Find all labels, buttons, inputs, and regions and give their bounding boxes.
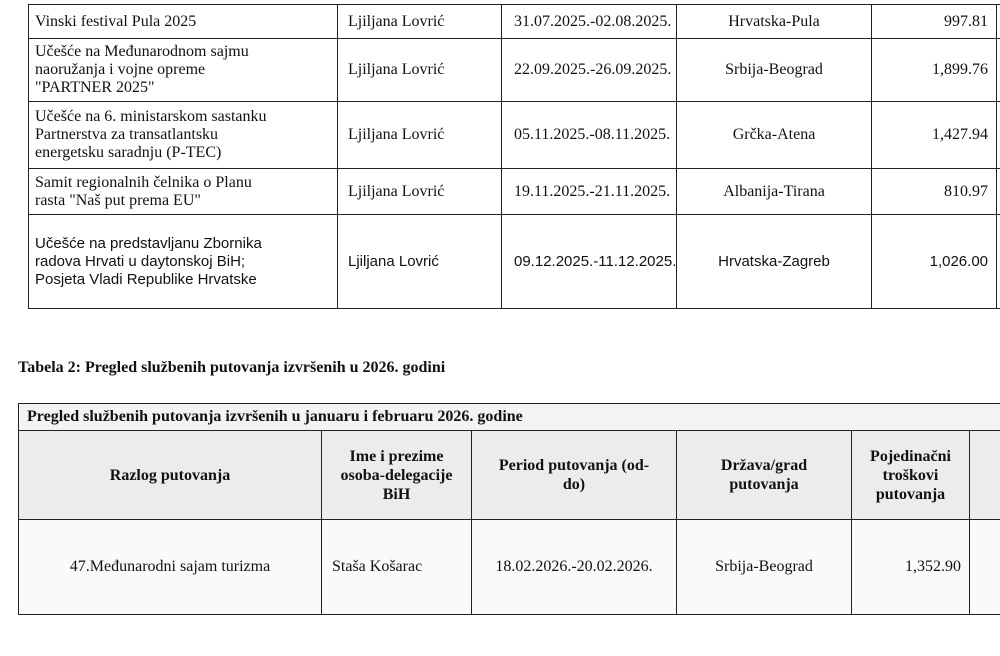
period-cell: 31.07.2025.-02.08.2025. — [502, 5, 677, 39]
header-line: BiH — [382, 485, 411, 503]
extra-cell — [970, 520, 1000, 615]
reason-cell — [29, 5, 338, 39]
destination-cell: Albanija-Tirana — [677, 169, 872, 215]
reason-line: Učešće na 6. ministarskom sastanku — [35, 108, 267, 125]
person-cell: Ljiljana Lovrić — [338, 39, 502, 102]
reason-line: Partnerstva za transatlantsku — [35, 126, 219, 143]
reason-line: "PARTNER 2025" — [35, 79, 155, 96]
table-row — [29, 215, 1000, 309]
table-row — [29, 5, 1000, 39]
extra-cell — [997, 39, 1000, 102]
period-cell: 19.11.2025.-21.11.2025. — [502, 169, 677, 215]
cost-cell: 1,026.00 — [872, 215, 997, 309]
reason-line: Učešće na Međunarodnom sajmu — [35, 43, 249, 60]
extra-cell — [997, 102, 1000, 169]
person-cell: Staša Košarac — [322, 520, 472, 615]
table-row — [19, 520, 1000, 615]
table-caption: Tabela 2: Pregled službenih putovanja izvršenih u 2026. godini — [18, 359, 446, 376]
reason-cell — [29, 39, 338, 102]
cost-cell: 1,899.76 — [872, 39, 997, 102]
header-line: putovanja — [875, 485, 946, 503]
travel-table-2026 — [18, 403, 1000, 615]
period-cell: 09.12.2025.-11.12.2025. — [502, 215, 677, 309]
header-cost — [852, 431, 970, 520]
reason-line: Samit regionalnih čelnika o Planu — [35, 173, 252, 191]
table-subtitle: Pregled službenih putovanja izvršenih u januaru i februaru 2026. godine — [19, 404, 1000, 431]
reason-line: rasta "Naš put prema EU" — [35, 191, 201, 209]
header-line: Ime i prezime — [349, 447, 444, 465]
person-cell: Ljiljana Lovrić — [338, 215, 502, 309]
header-person — [322, 431, 472, 520]
person-cell: Ljiljana Lovrić — [338, 102, 502, 169]
cost-cell: 1,427.94 — [872, 102, 997, 169]
reason-text: Vinski festival Pula 2025 — [35, 12, 197, 30]
header-line: Pojedinačni — [870, 447, 951, 465]
header-line: Država/grad — [720, 457, 808, 474]
reason-cell — [29, 169, 338, 215]
header-extra — [970, 431, 1000, 520]
header-reason: Razlog putovanja — [19, 431, 322, 520]
header-row — [19, 431, 1000, 520]
table-row — [29, 39, 1000, 102]
period-cell: 22.09.2025.-26.09.2025. — [502, 39, 677, 102]
reason-cell — [29, 102, 338, 169]
header-line: troškovi — [882, 466, 939, 484]
travel-table-2025 — [28, 4, 1000, 309]
header-line: do) — [562, 476, 586, 493]
subtitle-row — [19, 404, 1000, 431]
table-row — [29, 169, 1000, 215]
header-line: Period putovanja (od- — [498, 457, 650, 474]
reason-line: radova Hrvati u daytonskoj BiH; — [35, 252, 246, 270]
extra-cell — [997, 169, 1000, 215]
reason-line: naoružanja i vojne opreme — [35, 61, 206, 78]
extra-cell — [997, 215, 1000, 309]
destination-cell: Hrvatska-Zagreb — [677, 215, 872, 309]
table-row — [29, 102, 1000, 169]
cost-cell: 1,352.90 — [852, 520, 970, 615]
reason-cell: 47.Međunarodni sajam turizma — [19, 520, 322, 615]
period-cell: 18.02.2026.-20.02.2026. — [472, 520, 677, 615]
reason-line: energetsku saradnju (P-TEC) — [35, 144, 222, 161]
reason-line: Učešće na predstavljanu Zbornika — [35, 234, 262, 252]
header-line: putovanja — [729, 476, 799, 493]
destination-cell: Srbija-Beograd — [677, 39, 872, 102]
reason-cell — [29, 215, 338, 309]
cost-cell: 997.81 — [872, 5, 997, 39]
extra-cell — [997, 5, 1000, 39]
destination-cell: Hrvatska-Pula — [677, 5, 872, 39]
header-destination — [677, 431, 852, 520]
header-line: osoba-delegacije — [340, 466, 453, 484]
destination-cell: Grčka-Atena — [677, 102, 872, 169]
header-period — [472, 431, 677, 520]
reason-line: Posjeta Vladi Republike Hrvatske — [35, 270, 257, 288]
destination-cell: Srbija-Beograd — [677, 520, 852, 615]
period-cell: 05.11.2025.-08.11.2025. — [502, 102, 677, 169]
person-cell: Ljiljana Lovrić — [338, 169, 502, 215]
cost-cell: 810.97 — [872, 169, 997, 215]
person-cell: Ljiljana Lovrić — [338, 5, 502, 39]
